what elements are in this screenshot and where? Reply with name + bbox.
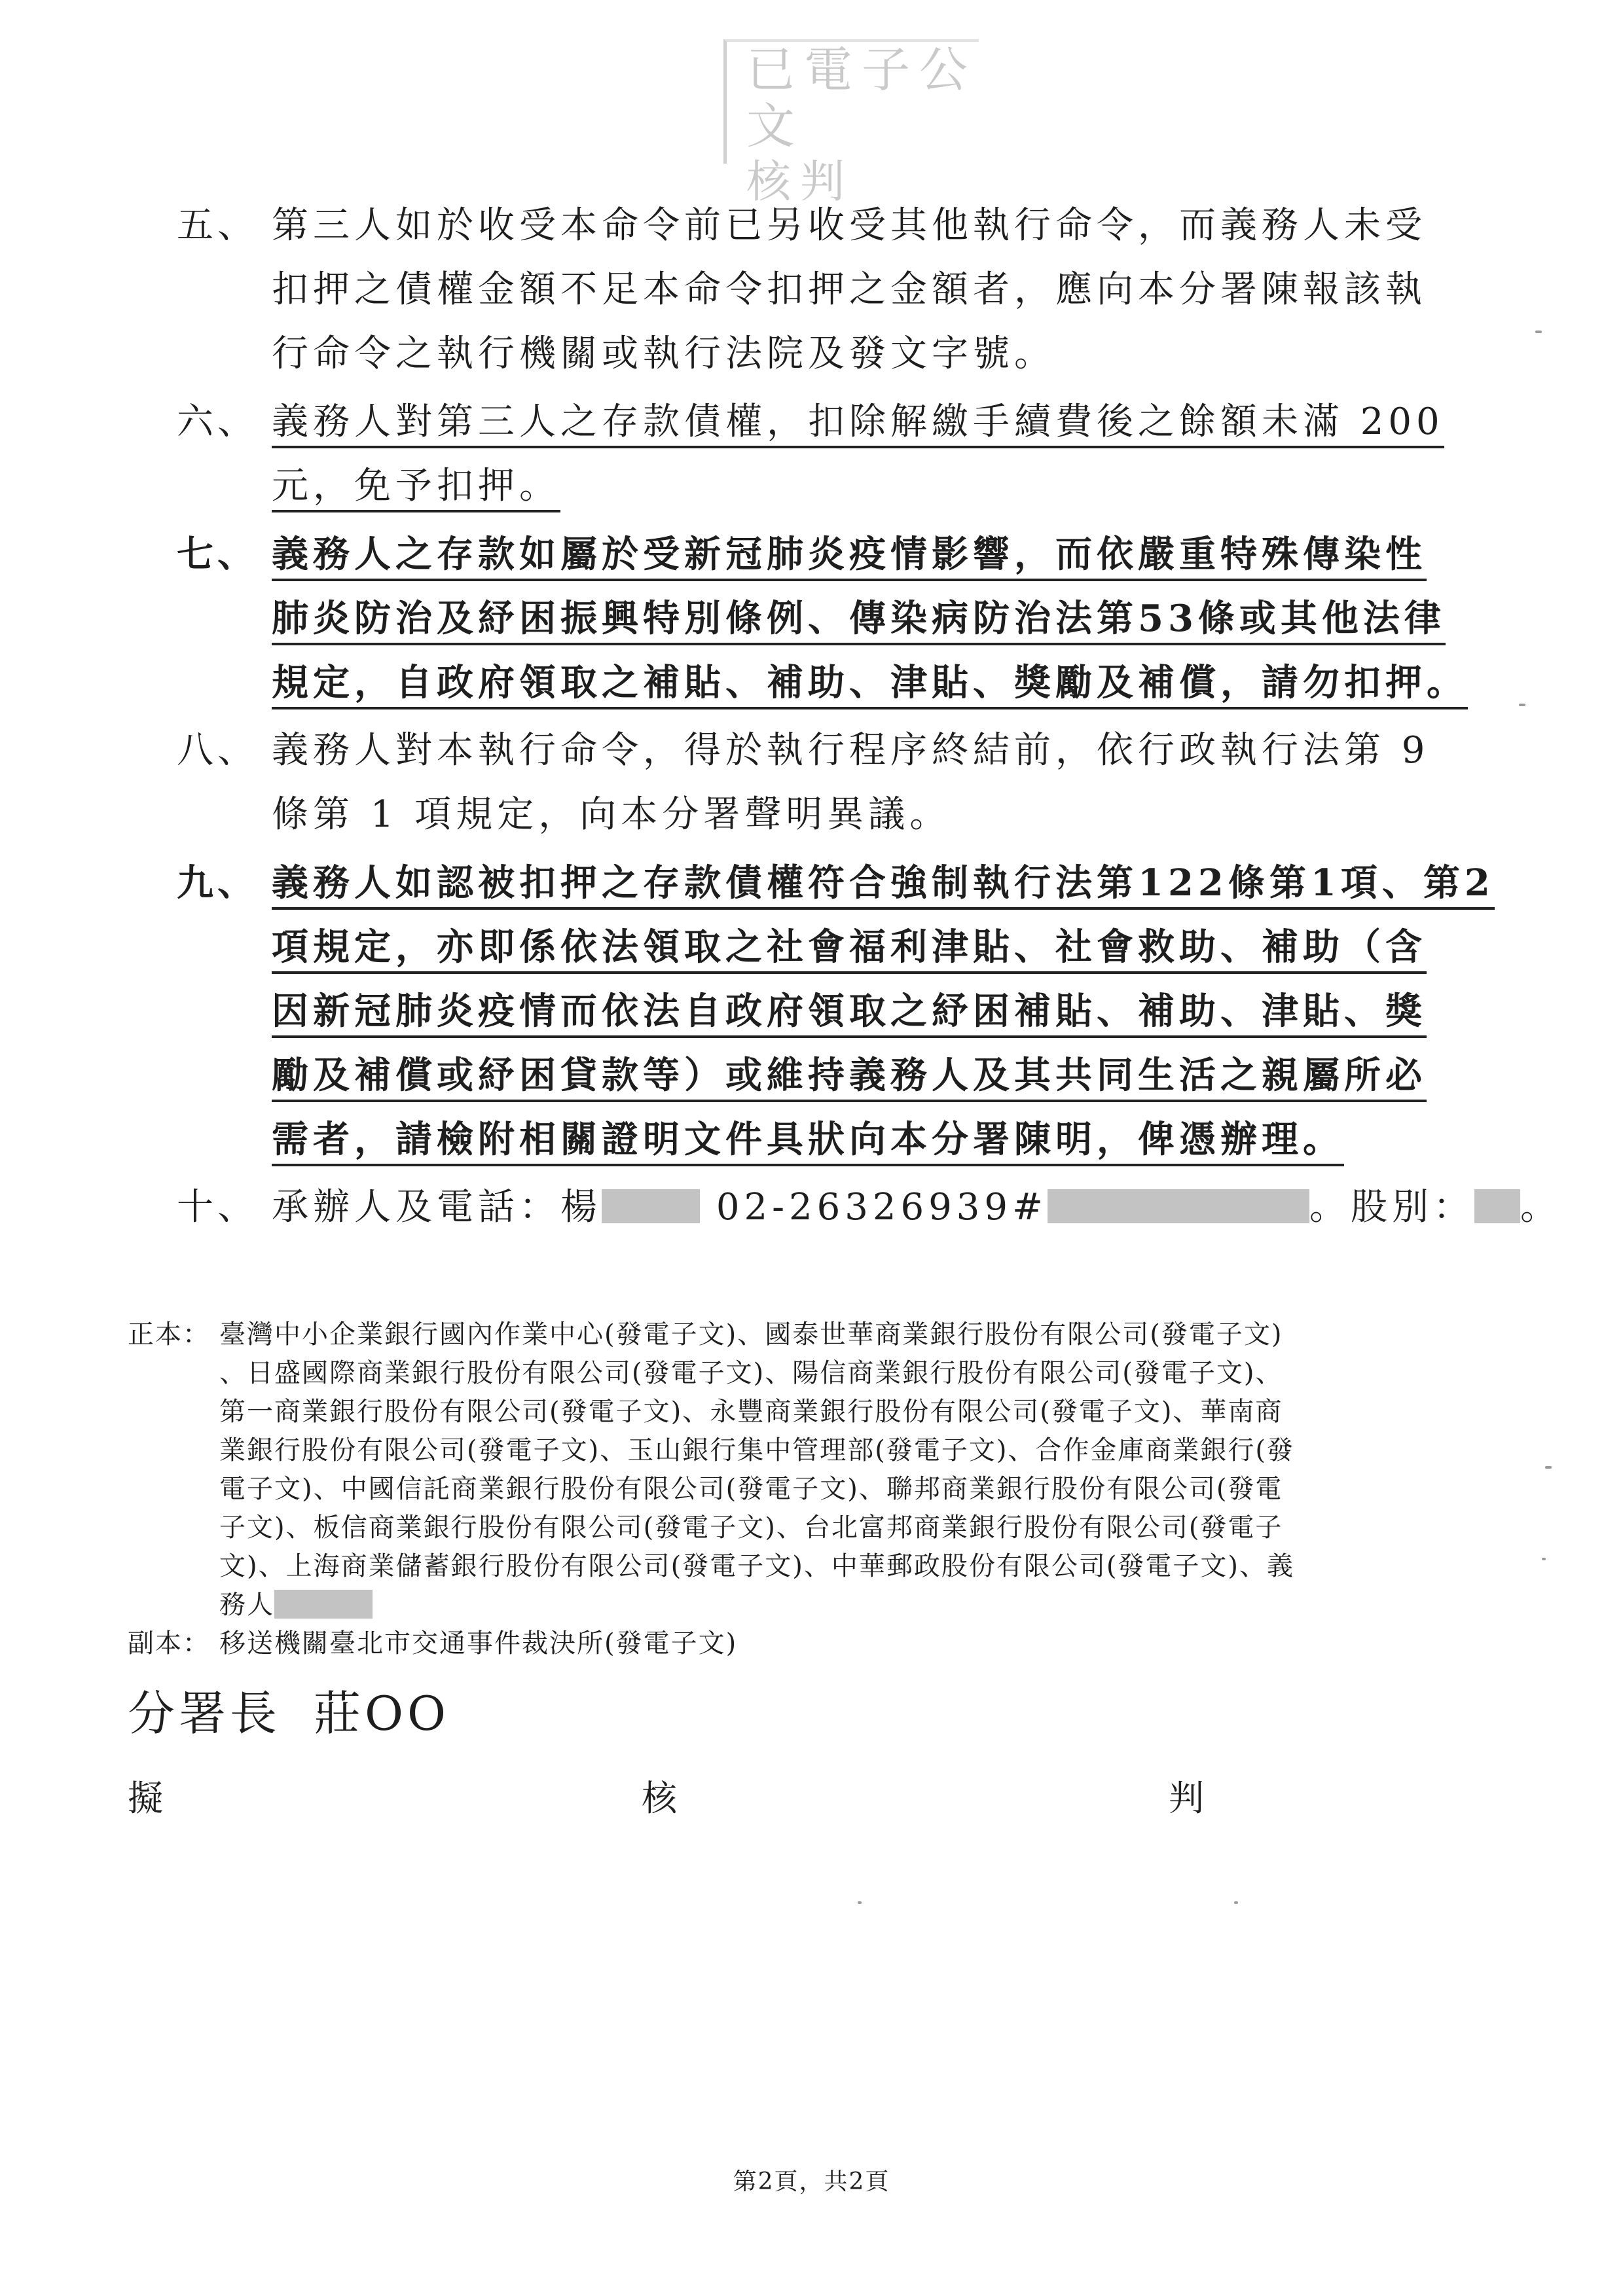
main-recipients-text [219,1316,1516,1624]
item-body [272,390,1509,518]
recipient-line: 業銀行股份有限公司(發電子文)、玉山銀行集中管理部(發電子文)、合作金庫商業銀行(發 [219,1435,1295,1465]
scan-speck [1545,1466,1552,1469]
item-number: 九、 [177,861,258,905]
items-list [177,194,1561,1244]
scan-speck [1234,1901,1238,1904]
item-line: 肺炎防治及紓困振興特別條例、傳染病防治法第53條或其他法律 [272,597,1446,645]
item-line: 義務人對第三人之存款債權，扣除解繳手續費後之餘額未滿 200 [272,401,1444,448]
item-body [272,1175,1561,1240]
contact-section: 。股別： [1309,1186,1474,1229]
review-label: 核 [642,1778,677,1819]
item-8 [177,719,1509,847]
copy-recipients [128,1624,1516,1663]
copy-recipients-text: 移送機關臺北市交通事件裁決所(發電子文) [219,1628,738,1659]
recipient-line: 、日盛國際商業銀行股份有限公司(發電子文)、陽信商業銀行股份有限公司(發電子文)、 [219,1358,1283,1388]
contact-prefix: 承辦人及電話：楊 [272,1186,602,1229]
scan-speck [1519,704,1525,706]
recipient-line: 臺灣中小企業銀行國內作業中心(發電子文)、國泰世華商業銀行股份有限公司(發電子文) [219,1319,1283,1350]
stamp-line-1: 已電子公文 [746,42,977,154]
scan-speck [858,1901,862,1904]
item-7 [177,522,1509,715]
item-line: 行命令之執行機關或執行法院及發文字號。 [272,332,1055,375]
main-recipients [128,1316,1516,1624]
item-number: 八、 [177,729,258,772]
item-line: 條第 1 項規定，向本分署聲明異議。 [272,793,951,836]
decide-label: 判 [1169,1778,1204,1819]
item-body [272,719,1509,847]
main-recipients-label: 正本： [128,1319,210,1350]
item-line: 勵及補償或紓困貸款等）或維持義務人及其共同生活之親屬所必 [272,1054,1427,1102]
item-line: 需者，請檢附相關證明文件具狀向本分署陳明，俾憑辦理。 [272,1118,1344,1166]
scan-speck [1542,1558,1546,1560]
recipient-line: 子文)、板信商業銀行股份有限公司(發電子文)、台北富邦商業銀行股份有限公司(發電子 [219,1513,1283,1543]
recipients-block [128,1316,1516,1663]
chief-signature [128,1676,450,1744]
item-line: 義務人如認被扣押之存款債權符合強制執行法第122條第1項、第2 [272,861,1495,910]
stamp-line-2: 核判 [746,156,854,208]
approval-stamp [723,39,979,208]
item-body [272,522,1509,715]
redacted-extension [1048,1189,1309,1223]
item-line: 義務人對本執行命令，得於執行程序終結前，依行政執行法第 9 [272,729,1430,772]
item-number: 七、 [177,533,258,576]
item-number: 十、 [177,1186,258,1229]
item-5 [177,194,1509,386]
obligor-text: 務人 [219,1590,274,1620]
contact-end: 。 [1520,1186,1561,1229]
item-line: 元，免予扣押。 [272,465,560,512]
item-6 [177,390,1509,518]
copy-recipients-label: 副本： [128,1628,210,1659]
redacted-obligor [274,1590,373,1619]
recipient-line: 文)、上海商業儲蓄銀行股份有限公司(發電子文)、中華郵政股份有限公司(發電子文)、義 [219,1551,1295,1581]
item-10 [177,1175,1561,1240]
item-number: 五、 [177,204,258,247]
draft-label: 擬 [128,1778,163,1819]
recipient-line [219,1586,1516,1624]
scan-speck [1535,331,1542,333]
contact-phone: 02-26326939# [716,1186,1048,1229]
item-body [272,851,1509,1172]
item-body [272,194,1509,386]
redacted-name [602,1189,700,1223]
chief-name: 莊OO [314,1686,450,1741]
item-number: 六、 [177,401,258,443]
item-9 [177,851,1509,1172]
item-line: 項規定，亦即係依法領取之社會福利津貼、社會救助、補助（含 [272,925,1427,974]
item-line: 扣押之債權金額不足本命令扣押之金額者，應向本分署陳報該執 [272,268,1427,311]
item-line: 規定，自政府領取之補貼、補助、津貼、獎勵及補償，請勿扣押。 [272,661,1468,709]
item-line: 義務人之存款如屬於受新冠肺炎疫情影響，而依嚴重特殊傳染性 [272,533,1427,581]
item-line: 第三人如於收受本命令前已另收受其他執行命令，而義務人未受 [272,204,1427,247]
redacted-section [1474,1189,1520,1223]
chief-title: 分署長 [128,1686,282,1741]
page-footer: 第2頁，共2頁 [733,2168,890,2195]
item-line: 因新冠肺炎疫情而依法自政府領取之紓困補貼、補助、津貼、獎 [272,990,1427,1038]
contact-line [272,1175,1561,1240]
recipient-line: 第一商業銀行股份有限公司(發電子文)、永豐商業銀行股份有限公司(發電子文)、華南商 [219,1397,1283,1427]
recipient-line: 電子文)、中國信託商業銀行股份有限公司(發電子文)、聯邦商業銀行股份有限公司(發電 [219,1474,1283,1504]
